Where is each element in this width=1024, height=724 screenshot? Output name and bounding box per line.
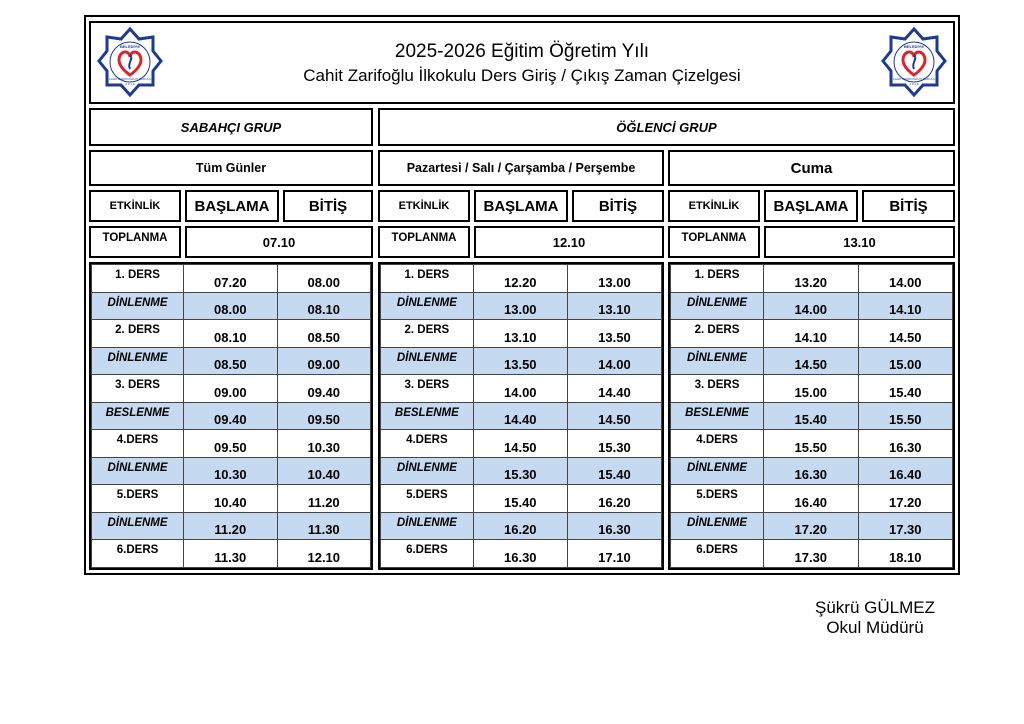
end-time-cell: 14.50 — [567, 402, 661, 430]
start-time-cell: 15.40 — [764, 402, 858, 430]
start-time-cell: 15.30 — [473, 457, 567, 485]
schedule-row — [671, 292, 953, 320]
activity-cell: DİNLENME — [671, 292, 764, 320]
col-end-morning: BİTİŞ — [283, 190, 373, 222]
col-activity-morning: ETKİNLİK — [89, 190, 181, 222]
days-friday: Cuma — [668, 150, 955, 186]
end-time-cell: 17.20 — [858, 485, 952, 513]
start-time-cell: 08.00 — [184, 292, 277, 320]
end-time-cell: 15.40 — [567, 457, 661, 485]
activity-cell: 3. DERS — [671, 375, 764, 403]
end-time-cell: 15.40 — [858, 375, 952, 403]
end-time-cell: 16.20 — [567, 485, 661, 513]
start-time-cell: 14.50 — [764, 347, 858, 375]
schedule-row — [671, 320, 953, 348]
schedule-row — [381, 292, 662, 320]
start-time-cell: 09.40 — [184, 402, 277, 430]
svg-text:2 0 1 6: 2 0 1 6 — [909, 82, 919, 86]
start-time-cell: 16.30 — [473, 540, 567, 568]
end-time-cell: 13.10 — [567, 292, 661, 320]
col-activity-afternoon: ETKİNLİK — [378, 190, 470, 222]
end-time-cell: 09.50 — [277, 402, 370, 430]
start-time-cell: 08.50 — [184, 347, 277, 375]
svg-text:CAHİT ZARİFOĞLU İLKOKULU: CAHİT ZARİFOĞLU İLKOKULU — [892, 77, 936, 81]
end-time-cell: 11.20 — [277, 485, 370, 513]
days-morning: Tüm Günler — [89, 150, 373, 186]
schedule-row — [671, 457, 953, 485]
end-time-cell: 14.40 — [567, 375, 661, 403]
end-time-cell: 09.00 — [277, 347, 370, 375]
end-time-cell: 17.30 — [858, 512, 952, 540]
start-time-cell: 15.40 — [473, 485, 567, 513]
start-time-cell: 16.30 — [764, 457, 858, 485]
start-time-cell: 17.30 — [764, 540, 858, 568]
activity-cell: 5.DERS — [671, 485, 764, 513]
assembly-time-friday: 13.10 — [764, 226, 955, 258]
start-time-cell: 11.30 — [184, 540, 277, 568]
activity-cell: 2. DERS — [671, 320, 764, 348]
days-afternoon: Pazartesi / Salı / Çarşamba / Perşembe — [378, 150, 664, 186]
group-morning: SABAHÇI GRUP — [89, 108, 373, 146]
schedule-row — [381, 540, 662, 568]
assembly-label-afternoon: TOPLANMA — [378, 226, 470, 258]
end-time-cell: 08.00 — [277, 265, 370, 293]
activity-cell: 3. DERS — [381, 375, 474, 403]
schedule-row — [381, 457, 662, 485]
activity-cell: 4.DERS — [381, 430, 474, 458]
end-time-cell: 14.00 — [858, 265, 952, 293]
schedule-row — [671, 485, 953, 513]
activity-cell: DİNLENME — [671, 512, 764, 540]
start-time-cell: 08.10 — [184, 320, 277, 348]
start-time-cell: 16.20 — [473, 512, 567, 540]
end-time-cell: 18.10 — [858, 540, 952, 568]
schedule-row — [92, 512, 371, 540]
start-time-cell: 10.30 — [184, 457, 277, 485]
activity-cell: DİNLENME — [92, 457, 184, 485]
schedule-row — [671, 375, 953, 403]
end-time-cell: 14.50 — [858, 320, 952, 348]
end-time-cell: 15.30 — [567, 430, 661, 458]
signature-name: Şükrü GÜLMEZ — [815, 598, 935, 617]
activity-cell: 4.DERS — [92, 430, 184, 458]
end-time-cell: 09.40 — [277, 375, 370, 403]
end-time-cell: 14.10 — [858, 292, 952, 320]
start-time-cell: 10.40 — [184, 485, 277, 513]
start-time-cell: 09.00 — [184, 375, 277, 403]
schedule-row — [671, 512, 953, 540]
start-time-cell: 16.40 — [764, 485, 858, 513]
end-time-cell: 13.00 — [567, 265, 661, 293]
end-time-cell: 15.50 — [858, 402, 952, 430]
end-time-cell: 10.40 — [277, 457, 370, 485]
school-logo-left — [97, 27, 163, 99]
end-time-cell: 08.10 — [277, 292, 370, 320]
assembly-time-afternoon: 12.10 — [474, 226, 664, 258]
col-activity-friday: ETKİNLİK — [668, 190, 760, 222]
start-time-cell: 17.20 — [764, 512, 858, 540]
activity-cell: 4.DERS — [671, 430, 764, 458]
schedule-row — [92, 540, 371, 568]
activity-cell: DİNLENME — [92, 292, 184, 320]
activity-cell: 6.DERS — [381, 540, 474, 568]
activity-cell: 3. DERS — [92, 375, 184, 403]
svg-text:BELEDİYE: BELEDİYE — [903, 44, 925, 49]
schedule-row — [92, 265, 371, 293]
start-time-cell: 07.20 — [184, 265, 277, 293]
schedule-row — [381, 347, 662, 375]
start-time-cell: 11.20 — [184, 512, 277, 540]
end-time-cell: 10.30 — [277, 430, 370, 458]
schedule-row — [92, 347, 371, 375]
activity-cell: 2. DERS — [92, 320, 184, 348]
schedule-row — [381, 430, 662, 458]
activity-cell: 5.DERS — [92, 485, 184, 513]
col-start-afternoon: BAŞLAMA — [474, 190, 568, 222]
activity-cell: DİNLENME — [381, 457, 474, 485]
end-time-cell: 14.00 — [567, 347, 661, 375]
signature-title: Okul Müdürü — [826, 618, 924, 637]
activity-cell: DİNLENME — [381, 292, 474, 320]
end-time-cell: 08.50 — [277, 320, 370, 348]
activity-cell: DİNLENME — [671, 347, 764, 375]
end-time-cell: 16.30 — [567, 512, 661, 540]
start-time-cell: 14.00 — [473, 375, 567, 403]
schedule-row — [92, 292, 371, 320]
activity-cell: BESLENME — [92, 402, 184, 430]
schedule-row — [671, 540, 953, 568]
svg-text:CAHİT ZARİFOĞLU İLKOKULU: CAHİT ZARİFOĞLU İLKOKULU — [108, 77, 152, 81]
end-time-cell: 12.10 — [277, 540, 370, 568]
schedule-row — [381, 402, 662, 430]
activity-cell: DİNLENME — [92, 512, 184, 540]
col-start-friday: BAŞLAMA — [764, 190, 858, 222]
schedule-row — [92, 485, 371, 513]
start-time-cell: 15.50 — [764, 430, 858, 458]
end-time-cell: 17.10 — [567, 540, 661, 568]
schedule-row — [671, 347, 953, 375]
page-header — [89, 21, 955, 104]
end-time-cell: 16.30 — [858, 430, 952, 458]
assembly-label-friday: TOPLANMA — [668, 226, 760, 258]
activity-cell: DİNLENME — [381, 512, 474, 540]
schedule-row — [381, 265, 662, 293]
page-title: 2025-2026 Eğitim Öğretim Yılı — [394, 41, 650, 62]
schedule-table-friday — [668, 262, 955, 570]
schedule-row — [92, 457, 371, 485]
schedule-row — [381, 375, 662, 403]
group-afternoon: ÖĞLENCİ GRUP — [378, 108, 955, 146]
end-time-cell: 11.30 — [277, 512, 370, 540]
assembly-label-morning: TOPLANMA — [89, 226, 181, 258]
schedule-row — [671, 265, 953, 293]
start-time-cell: 13.50 — [473, 347, 567, 375]
start-time-cell: 12.20 — [473, 265, 567, 293]
start-time-cell: 13.10 — [473, 320, 567, 348]
schedule-row — [92, 402, 371, 430]
start-time-cell: 13.20 — [764, 265, 858, 293]
activity-cell: 6.DERS — [92, 540, 184, 568]
activity-cell: 1. DERS — [671, 265, 764, 293]
activity-cell: 1. DERS — [92, 265, 184, 293]
assembly-time-morning: 07.10 — [185, 226, 373, 258]
activity-cell: 1. DERS — [381, 265, 474, 293]
schedule-table-morning — [89, 262, 373, 570]
activity-cell: 6.DERS — [671, 540, 764, 568]
schedule-table-afternoon — [378, 262, 664, 570]
activity-cell: BESLENME — [671, 402, 764, 430]
page-subtitle: Cahit Zarifoğlu İlkokulu Ders Giriş / Çıkış Zaman Çizelgesi — [303, 66, 741, 85]
svg-text:2 0 1 6: 2 0 1 6 — [125, 82, 135, 86]
start-time-cell: 15.00 — [764, 375, 858, 403]
activity-cell: DİNLENME — [381, 347, 474, 375]
schedule-row — [381, 485, 662, 513]
schedule-row — [671, 430, 953, 458]
start-time-cell: 09.50 — [184, 430, 277, 458]
activity-cell: DİNLENME — [92, 347, 184, 375]
start-time-cell: 14.50 — [473, 430, 567, 458]
activity-cell: DİNLENME — [671, 457, 764, 485]
end-time-cell: 15.00 — [858, 347, 952, 375]
col-end-afternoon: BİTİŞ — [572, 190, 664, 222]
activity-cell: 2. DERS — [381, 320, 474, 348]
end-time-cell: 16.40 — [858, 457, 952, 485]
col-start-morning: BAŞLAMA — [185, 190, 279, 222]
start-time-cell: 14.00 — [764, 292, 858, 320]
start-time-cell: 14.40 — [473, 402, 567, 430]
activity-cell: BESLENME — [381, 402, 474, 430]
start-time-cell: 14.10 — [764, 320, 858, 348]
schedule-row — [92, 430, 371, 458]
schedule-row — [381, 512, 662, 540]
schedule-row — [381, 320, 662, 348]
schedule-row — [92, 375, 371, 403]
col-end-friday: BİTİŞ — [862, 190, 955, 222]
schedule-row — [92, 320, 371, 348]
activity-cell: 5.DERS — [381, 485, 474, 513]
end-time-cell: 13.50 — [567, 320, 661, 348]
schedule-row — [671, 402, 953, 430]
svg-text:BELEDİYE: BELEDİYE — [119, 44, 141, 49]
school-logo-right — [881, 27, 947, 99]
start-time-cell: 13.00 — [473, 292, 567, 320]
